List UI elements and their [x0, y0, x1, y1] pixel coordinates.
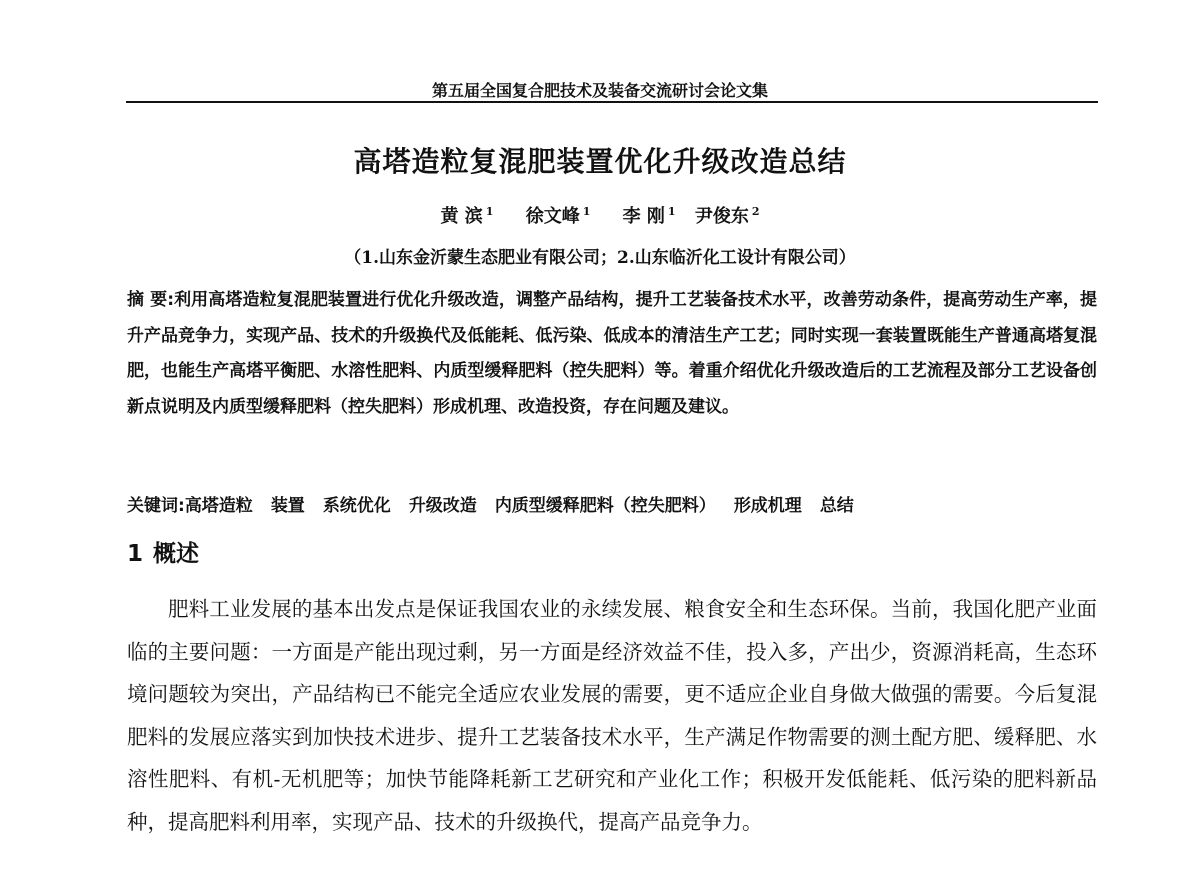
section-number: 1	[127, 541, 144, 567]
keywords	[127, 491, 1097, 516]
author	[695, 202, 760, 228]
keyword: 装置	[270, 496, 305, 516]
author-affiliation-mark: 1	[667, 205, 676, 218]
author-name: 黄 滨	[440, 206, 483, 227]
author	[440, 202, 493, 228]
abstract	[127, 283, 1097, 425]
section-paragraph: 肥料工业发展的基本出发点是保证我国农业的永续发展、粮食安全和生态环保。当前，我国化肥产业面临的主要问题：一方面是产能出现过剩，另一方面是经济效益不佳，投入多，产出少，资源消耗高，生态环境问题较为突出，产品结构已不能完全适应农业发展的需要，更不适应企业自身做大做强的需要。今后复混肥料的发展应落实到加快技术进步、提升工艺装备技术水平，生产满足作物需要的测土配方肥、缓释肥、水溶性肥料、有机-无机肥等；加快节能降耗新工艺研究和产业化工作；积极开发低能耗、低污染的肥料新品种，提高肥料利用率，实现产品、技术的升级换代，提高产品竞争力。	[127, 597, 1097, 834]
keyword: 形成机理	[733, 496, 802, 516]
keywords-label: 关键词:	[127, 496, 185, 516]
author	[526, 202, 591, 228]
running-header: 第五届全国复合肥技术及装备交流研讨会论文集	[431, 81, 768, 100]
abstract-label: 摘 要:	[127, 290, 174, 310]
section-title: 概述	[153, 541, 200, 567]
author-name: 尹俊东	[694, 206, 749, 227]
author-affiliation-mark: 2	[751, 205, 760, 218]
header-divider	[126, 101, 1098, 103]
section-heading	[127, 535, 199, 568]
keyword: 总结	[819, 496, 854, 516]
keyword: 内质型缓释肥料（控失肥料）	[494, 496, 716, 516]
keyword: 升级改造	[408, 496, 477, 516]
author-name: 徐文峰	[525, 206, 580, 227]
author-affiliation-mark: 1	[582, 205, 591, 218]
author-affiliation-mark: 1	[485, 205, 494, 218]
affiliations: （1.山东金沂蒙生态肥业有限公司；2.山东临沂化工设计有限公司）	[344, 248, 856, 268]
keyword: 系统优化	[322, 496, 391, 516]
keyword: 高塔造粒	[184, 496, 253, 516]
author-name: 李 刚	[622, 206, 665, 227]
author	[623, 202, 676, 228]
abstract-text: 利用高塔造粒复混肥装置进行优化升级改造，调整产品结构，提升工艺装备技术水平，改善劳动条件，提高劳动生产率，提升产品竞争力，实现产品、技术的升级换代及低能耗、低污染、低成本的清洁生产工艺；同时实现一套装置既能生产普通高塔复混肥，也能生产高塔平衡肥、水溶性肥料、内质型缓释肥料（控失肥料）等。着重介绍优化升级改造后的工艺流程及部分工艺设备创新点说明及内质型缓释肥料（控失肥料）形成机理、改造投资，存在问题及建议。	[127, 290, 1098, 417]
paper-title: 高塔造粒复混肥装置优化升级改造总结	[353, 145, 847, 178]
author-list	[0, 202, 1200, 228]
